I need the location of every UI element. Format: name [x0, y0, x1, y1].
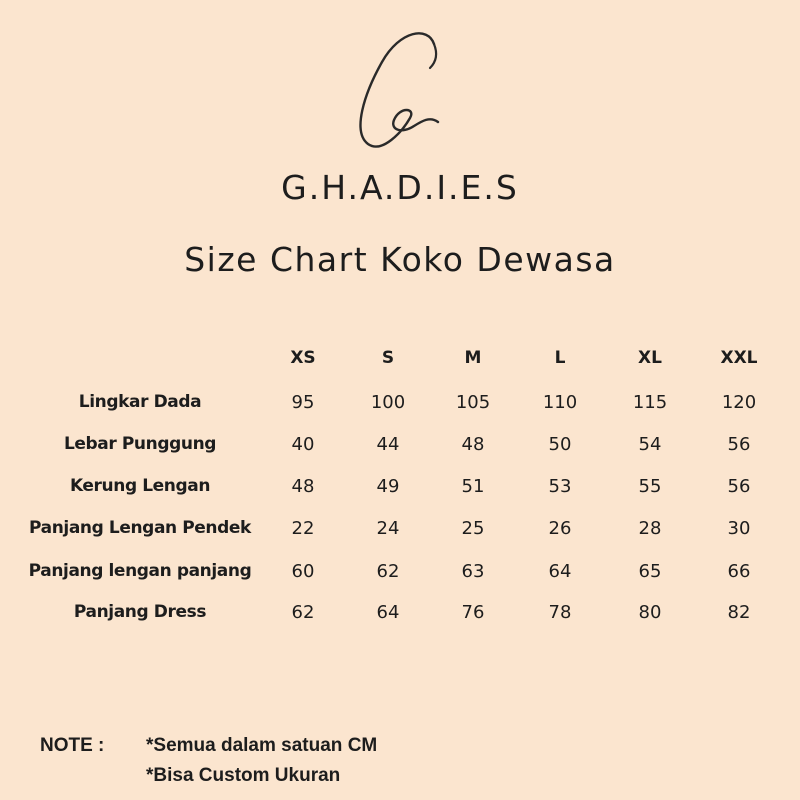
page-title: Size Chart Koko Dewasa	[184, 240, 616, 279]
row-label-panjang-dress: Panjang Dress	[73, 602, 207, 622]
note-label: NOTE :	[40, 735, 105, 756]
table-cell: 56	[727, 476, 751, 497]
table-cell: 65	[638, 561, 662, 582]
column-header-l: L	[554, 348, 566, 368]
table-cell: 48	[291, 476, 315, 497]
table-cell: 26	[548, 518, 572, 539]
table-cell: 53	[548, 476, 572, 497]
table-cell: 63	[461, 561, 485, 582]
table-cell: 28	[638, 518, 662, 539]
table-cell: 40	[291, 434, 315, 455]
table-cell: 120	[721, 392, 757, 413]
table-cell: 44	[376, 434, 400, 455]
table-cell: 80	[638, 602, 662, 623]
row-label-panjang-lengan-panjang: Panjang lengan panjang	[28, 561, 252, 581]
table-cell: 64	[548, 561, 572, 582]
column-header-m: M	[464, 348, 482, 368]
table-cell: 62	[291, 602, 315, 623]
column-header-xxl: XXL	[720, 348, 758, 368]
table-cell: 110	[542, 392, 578, 413]
table-cell: 60	[291, 561, 315, 582]
brand-name: G.H.A.D.I.E.S	[281, 168, 519, 207]
table-cell: 115	[632, 392, 668, 413]
row-label-lingkar-dada: Lingkar Dada	[78, 392, 202, 412]
note-line-unit: *Semua dalam satuan CM	[146, 735, 378, 756]
script-g-logo-icon	[330, 22, 460, 162]
table-cell: 55	[638, 476, 662, 497]
table-cell: 51	[461, 476, 485, 497]
column-header-xl: XL	[638, 348, 662, 368]
table-cell: 25	[461, 518, 485, 539]
table-cell: 22	[291, 518, 315, 539]
table-cell: 56	[727, 434, 751, 455]
table-cell: 54	[638, 434, 662, 455]
row-label-kerung-lengan: Kerung Lengan	[69, 476, 211, 496]
table-cell: 30	[727, 518, 751, 539]
row-label-lebar-punggung: Lebar Punggung	[63, 434, 217, 454]
table-cell: 76	[461, 602, 485, 623]
note-line-custom: *Bisa Custom Ukuran	[146, 765, 341, 786]
table-cell: 62	[376, 561, 400, 582]
table-cell: 48	[461, 434, 485, 455]
table-cell: 95	[291, 392, 315, 413]
table-cell: 82	[727, 602, 751, 623]
table-cell: 100	[370, 392, 406, 413]
column-header-xs: XS	[290, 348, 316, 368]
table-cell: 49	[376, 476, 400, 497]
table-cell: 50	[548, 434, 572, 455]
table-cell: 78	[548, 602, 572, 623]
column-header-s: S	[381, 348, 395, 368]
table-cell: 105	[455, 392, 491, 413]
table-cell: 24	[376, 518, 400, 539]
table-cell: 66	[727, 561, 751, 582]
row-label-panjang-lengan-pendek: Panjang Lengan Pendek	[29, 518, 251, 538]
table-cell: 64	[376, 602, 400, 623]
